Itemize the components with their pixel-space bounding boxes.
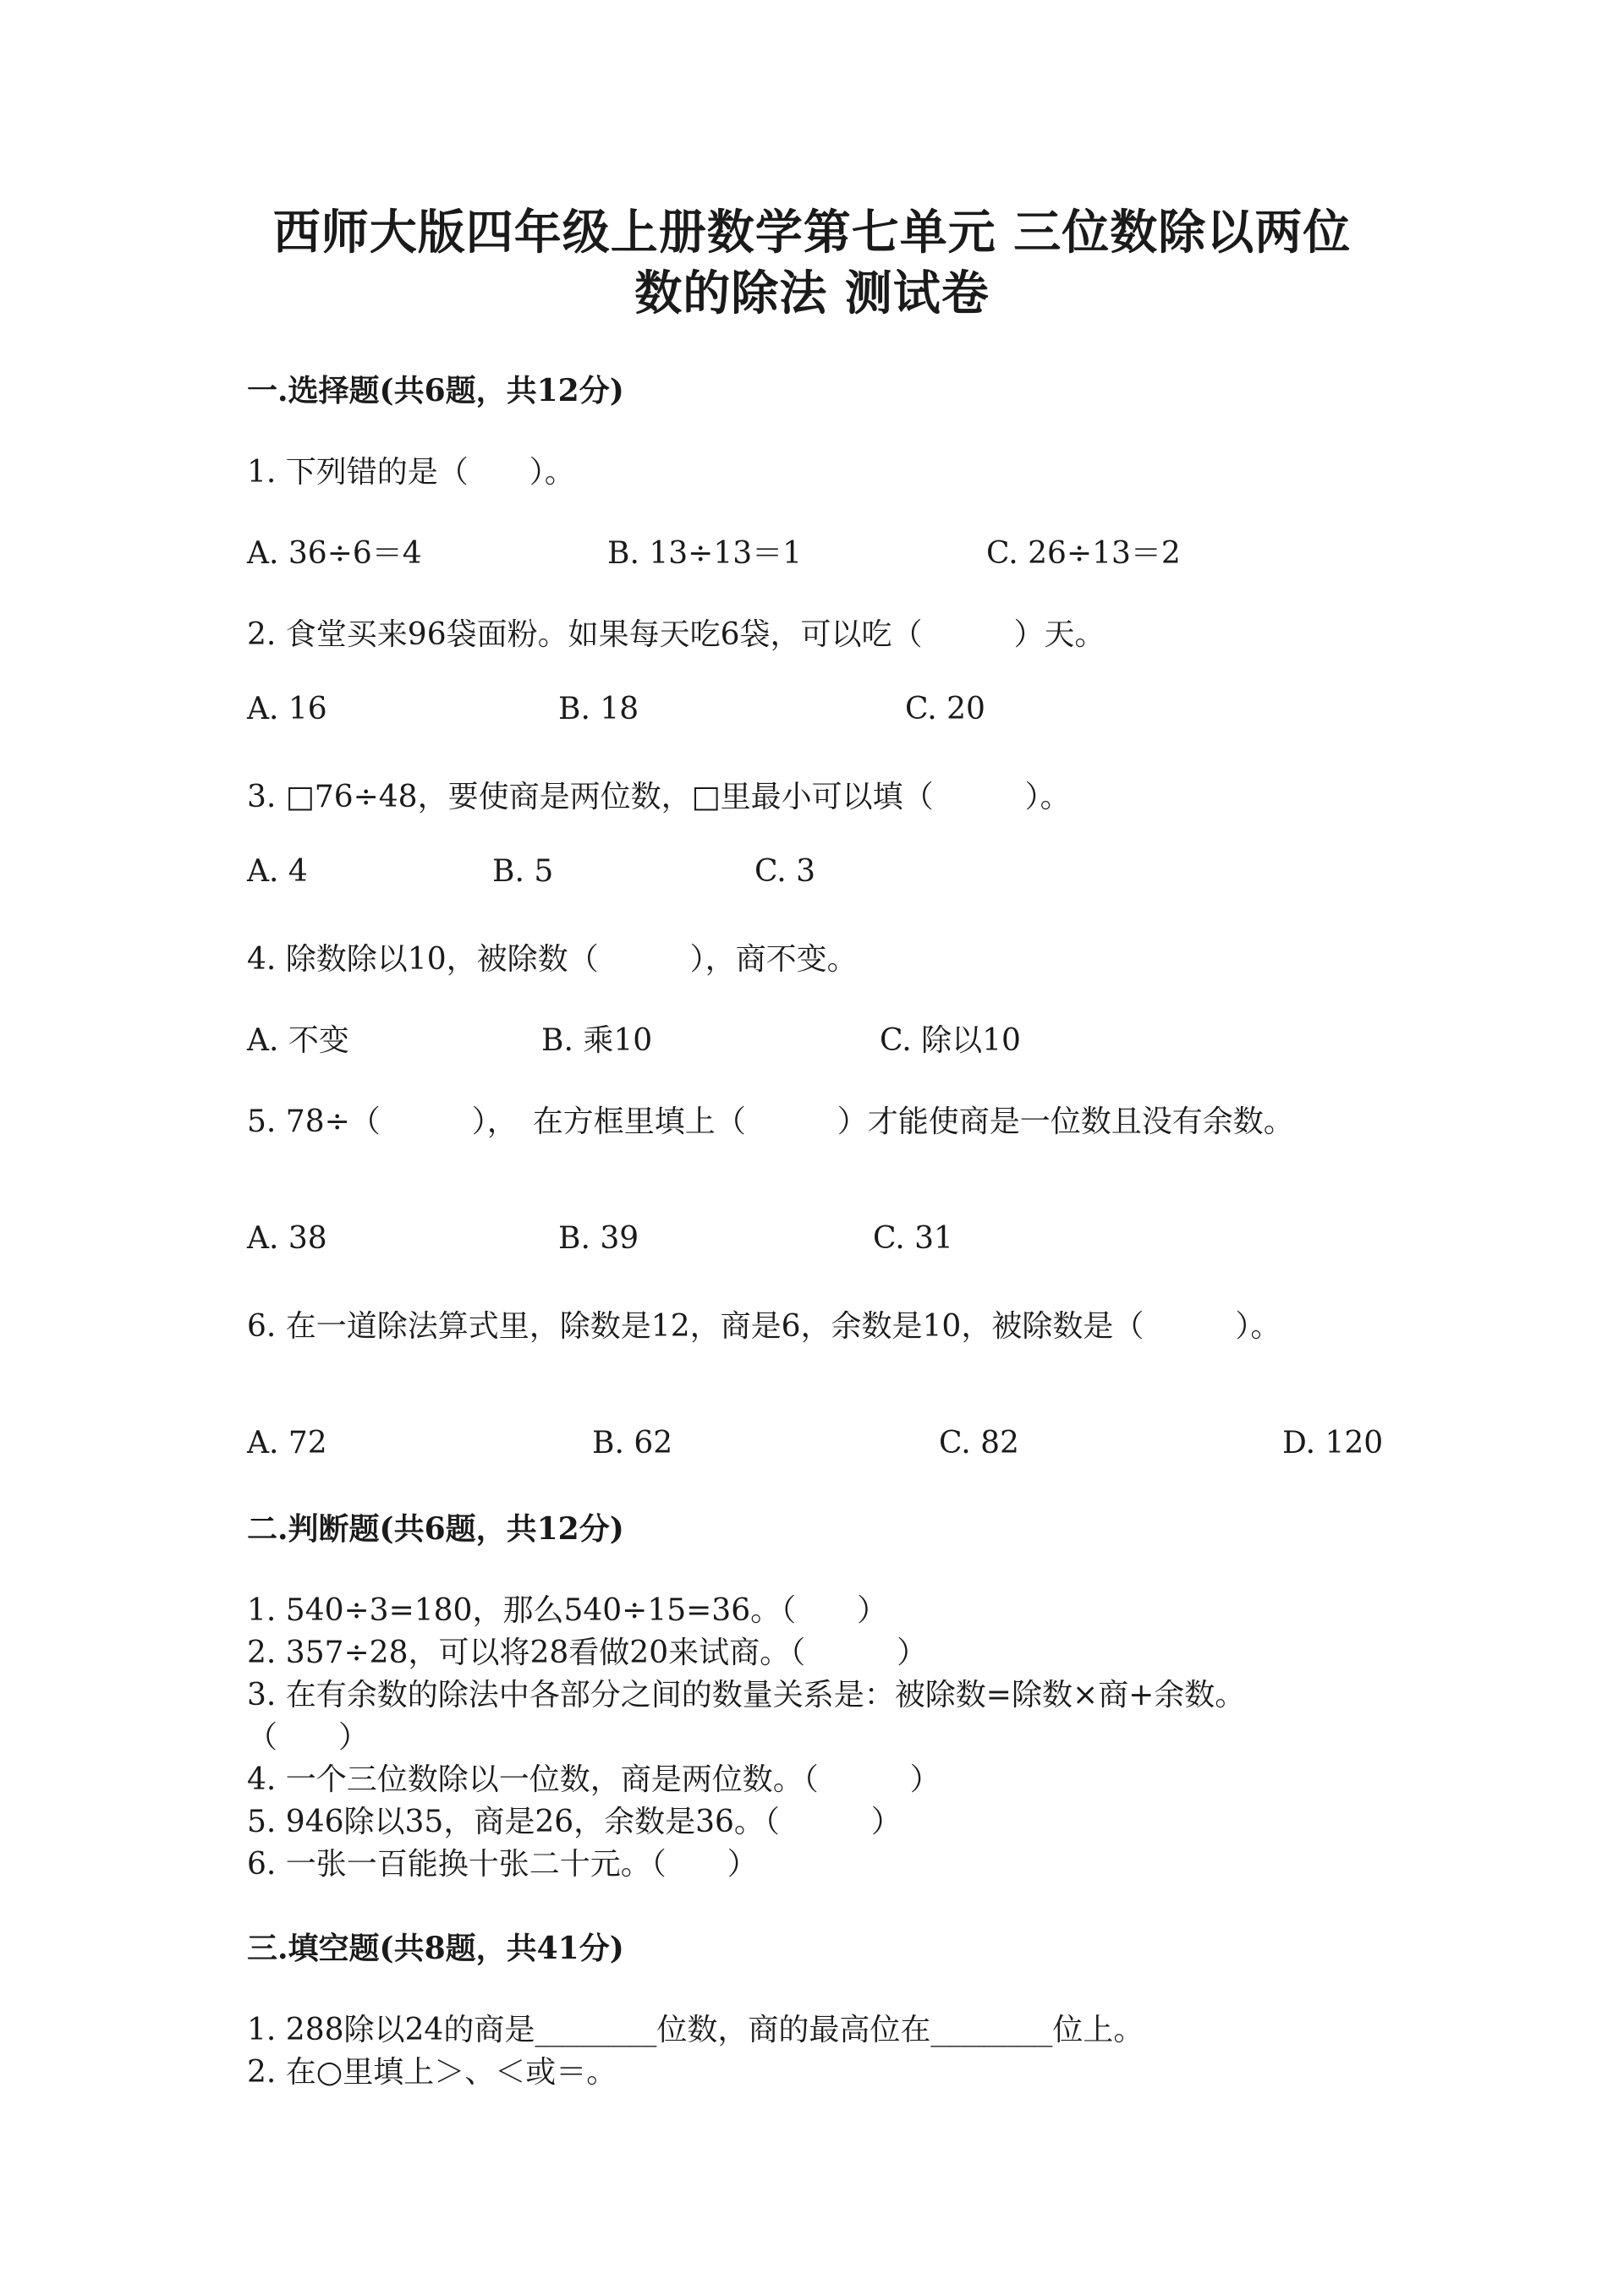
choice-q6-option-d: D. 120: [1282, 1426, 1384, 1460]
fill-line-2: 2. 在○里填上＞、＜或＝。: [247, 2055, 617, 2090]
judge-line-1: 1. 540÷3=180，那么540÷15=36。（ ）: [247, 1593, 888, 1628]
judge-line-3: 3. 在有余数的除法中各部分之间的数量关系是：被除数=除数×商+余数。: [247, 1678, 1246, 1712]
judge-line-4: 4. 一个三位数除以一位数，商是两位数。（ ）: [247, 1762, 941, 1797]
choice-q1-option-a: A. 36÷6＝4: [247, 536, 422, 571]
choice-q2-option-a: A. 16: [247, 692, 327, 726]
fill-line-1: 1. 288除以24的商是________位数，商的最高位在________位上。: [247, 2013, 1144, 2047]
choice-question-6: 6. 在一道除法算式里，除数是12，商是6，余数是10，被除数是（ ）。: [247, 1309, 1281, 1344]
exam-title-line1: 西师大版四年级上册数学第七单元 三位数除以两位: [272, 205, 1352, 260]
choice-q2-option-b: B. 18: [558, 692, 639, 726]
judge-line-6: 6. 一张一百能换十张二十元。（ ）: [247, 1847, 758, 1882]
choice-q2-option-c: C. 20: [905, 692, 985, 726]
section-judge-heading: 二.判断题(共6题，共12分): [247, 1511, 624, 1547]
judge-line-3-bracket: （ ）: [247, 1720, 370, 1755]
choice-q6-option-a: A. 72: [247, 1426, 327, 1460]
choice-question-4: 4. 除数除以10，被除数（ ），商不变。: [247, 942, 858, 977]
choice-q5-option-c: C. 31: [873, 1221, 953, 1256]
choice-question-1: 1. 下列错的是（ ）。: [247, 455, 575, 490]
choice-question-3: 3. □76÷48，要使商是两位数，□里最小可以填（ ）。: [247, 780, 1071, 814]
choice-q1-option-b: B. 13÷13＝1: [607, 536, 803, 571]
choice-q5-option-a: A. 38: [247, 1221, 327, 1256]
choice-question-5: 5. 78÷（ ）， 在方框里填上（ ）才能使商是一位数且没有余数。: [247, 1104, 1294, 1139]
exam-title-line2: 数的除法 测试卷: [634, 266, 990, 321]
choice-q6-option-c: C. 82: [939, 1426, 1019, 1460]
choice-q4-option-a: A. 不变: [247, 1023, 349, 1058]
choice-q3-option-a: A. 4: [247, 854, 308, 889]
section-fill-heading: 三.填空题(共8题，共41分): [247, 1931, 624, 1966]
choice-q1-option-c: C. 26÷13＝2: [986, 536, 1181, 571]
choice-q3-option-b: B. 5: [492, 854, 554, 889]
section-choice-heading: 一.选择题(共6题，共12分): [247, 373, 624, 408]
choice-question-2: 2. 食堂买来96袋面粉。如果每天吃6袋，可以吃（ ）天。: [247, 617, 1106, 652]
judge-line-5: 5. 946除以35，商是26，余数是36。（ ）: [247, 1805, 902, 1839]
choice-q3-option-c: C. 3: [754, 854, 816, 889]
choice-q6-option-b: B. 62: [592, 1426, 673, 1460]
judge-line-2: 2. 357÷28，可以将28看做20来试商。（ ）: [247, 1636, 928, 1670]
choice-q5-option-b: B. 39: [558, 1221, 639, 1256]
choice-q4-option-b: B. 乘10: [541, 1023, 653, 1058]
choice-q4-option-c: C. 除以10: [880, 1023, 1021, 1058]
